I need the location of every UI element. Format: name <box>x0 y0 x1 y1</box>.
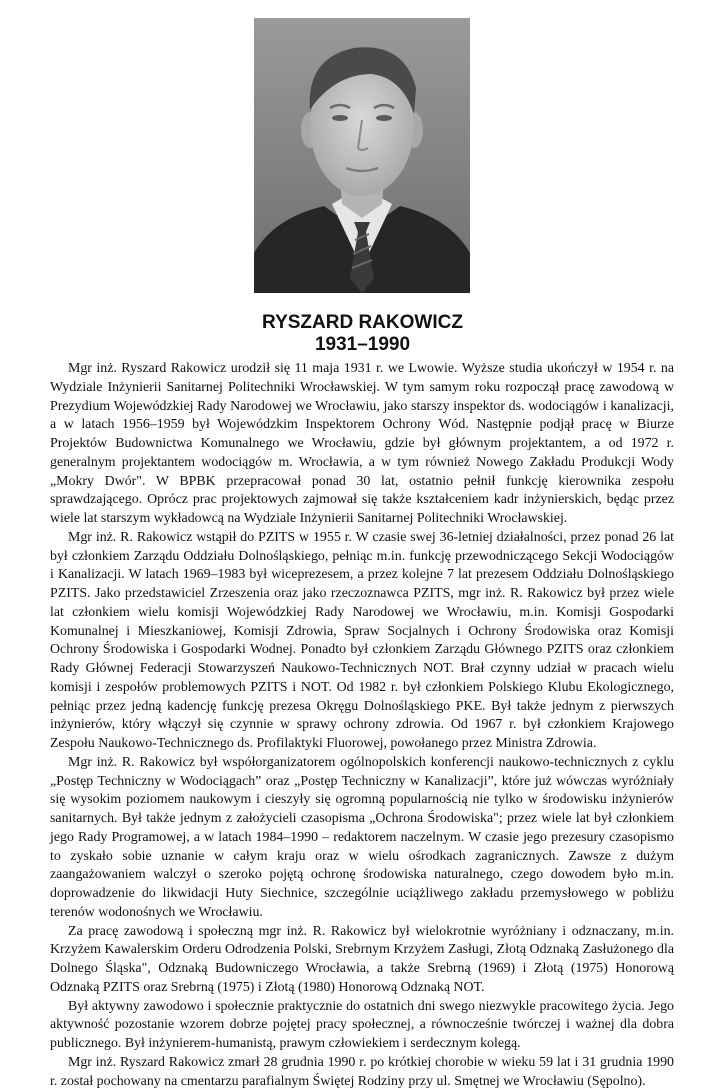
bio-paragraph: Mgr inż. R. Rakowicz był współorganizatorem ogólnopolskich konferencji naukowo-technicznych z cyklu „Postęp Techniczny w Wodociągach” oraz „Postęp Techniczny w Kanalizacji”, które już wówczas wyróżniały się wysokim poziomem naukowym i cieszyły się ogromną popularnością nie tylko w środowisku inżynierów sanitarnych. Był także jednym z założycieli czasopisma „Ochrona Środowiska"; przez wiele lat był członkiem jego Rady Programowej, a w latach 1984–1990 – redaktorem naczelnym. W czasie jego prezesury czasopismo to zyskało sobie uznanie w całym kraju oraz w wielu ośrodkach zagranicznych. Zawsze z dużym zaangażowaniem walczył o szeroko pojętą ochronę środowiska naturalnego, czego dowodem było m.in. doprowadzenie do likwidacji Huty Siechnice, szczególnie uciążliwego zakładu przemysłowego w pobliżu terenów wodonośnych we Wrocławiu. <box>50 754 674 920</box>
life-years: 1931–1990 <box>314 334 411 355</box>
portrait-photo <box>254 18 470 293</box>
person-name: RYSZARD RAKOWICZ <box>262 312 463 333</box>
bio-paragraph: Był aktywny zawodowo i społecznie praktycznie do ostatnich dni swego niezwykle pracowitego życia. Jego aktywność pozostanie wzorem dobrze pojętej pracy społecznej, a równocześnie twórczej i ważnej dla dobra publicznego. Był inżynierem-humanistą, prawym człowiekiem i serdecznym kolegą. <box>50 998 674 1051</box>
bio-paragraph: Mgr inż. R. Rakowicz wstąpił do PZITS w 1955 r. W czasie swej 36-letniej działalności, przez ponad 26 lat był członkiem Zarządu Oddziału Dolnośląskiego, pełniąc m.in. funkcję przewodniczącego Sekcji Wodociągów i Kanalizacji. W latach 1969–1983 był wiceprezesem, a przez kolejne 7 lat prezesem Oddziału Dolnośląskiego PZITS. Jako przedstawiciel Zrzeszenia oraz jako rzeczoznawca PZITS, mgr inż. R. Rakowicz był przez wiele lat członkiem wielu komisji Wojewódzkiej Rady Narodowej we Wrocławiu, m.in. Komisji Gospodarki Komunalnej i Mieszkaniowej, Komisji Zdrowia, Spraw Socjalnych i Ochrony Środowiska oraz Komisji Ochrony Środowiska i Gospodarki Wodnej. Ponadto był członkiem Zarządu Głównego PZITS oraz członkiem Rady Głównej Federacji Stowarzyszeń Naukowo-Technicznych NOT. Brał czynny udział w pracach wielu komisji i zespołów problemowych PZITS i NOT. Od 1982 r. był członkiem Polskiego Klubu Ekologicznego, pełniąc przez jedną kadencję funkcję prezesa Okręgu Dolnośląskiego PKE. Był także jednym z pierwszych inżynierów, który włączył się czynnie w sprawy ochrony zdrowia. Od 1967 r. był członkiem Krajowego Zespołu Naukowo-Technicznego ds. Profilaktyki Fluorowej, powołanego przez Ministra Zdrowia. <box>50 529 674 751</box>
bio-paragraph: Mgr inż. Ryszard Rakowicz zmarł 28 grudnia 1990 r. po krótkiej chorobie w wieku 59 lat i 31 grudnia 1990 r. został pochowany na cmentarzu parafialnym Świętej Rodziny przy ul. Smętnej we Wrocławiu (Sępolno). <box>50 1054 674 1089</box>
bio-paragraph: Za pracę zawodową i społeczną mgr inż. R. Rakowicz był wielokrotnie wyróżniany i odznaczany, m.in. Krzyżem Kawalerskim Orderu Odrodzenia Polski, Srebrnym Krzyżem Zasługi, Złotą Odznaką Zasłużonego dla Dolnego Śląska", Odznaką Budowniczego Wrocławia, a także Srebrną (1969) i Złotą (1975) Honorową Odznaką PZITS oraz Srebrną (1975) i Złotą (1980) Honorową Odznaką NOT. <box>50 923 674 995</box>
biography <box>50 360 674 1091</box>
bio-paragraph: Mgr inż. Ryszard Rakowicz urodził się 11 maja 1931 r. we Lwowie. Wyższe studia ukończył w 1954 r. na Wydziale Inżynierii Sanitarnej Politechniki Wrocławskiej. W tym samym roku rozpoczął pracę zawodową w Prezydium Wojewódzkiej Rady Narodowej we Wrocławiu, jako starszy inspektor ds. wodociągów i kanalizacji, a w latach 1956–1959 był Wojewódzkim Inspektorem Ochrony Wód. Następnie podjął pracę w Biurze Projektów Budownictwa Komunalnego we Wrocławiu, gdzie był głównym projektantem, a od 1972 r. generalnym projektantem wodociągów m. Wrocławia, a w tym również Nowego Zakładu Produkcji Wody „Mokry Dwór". W BPBK przepracował ponad 30 lat, ostatnio pełnił funkcję kierownika zespołu sprawdzającego. Oprócz prac projektowych zajmował się także kształceniem kadr inżynierskich, będąc przez wiele lat starszym wykładowcą na Wydziale Inżynierii Sanitarnej Politechniki Wrocławskiej. <box>50 361 674 526</box>
portrait-icon <box>254 18 470 293</box>
